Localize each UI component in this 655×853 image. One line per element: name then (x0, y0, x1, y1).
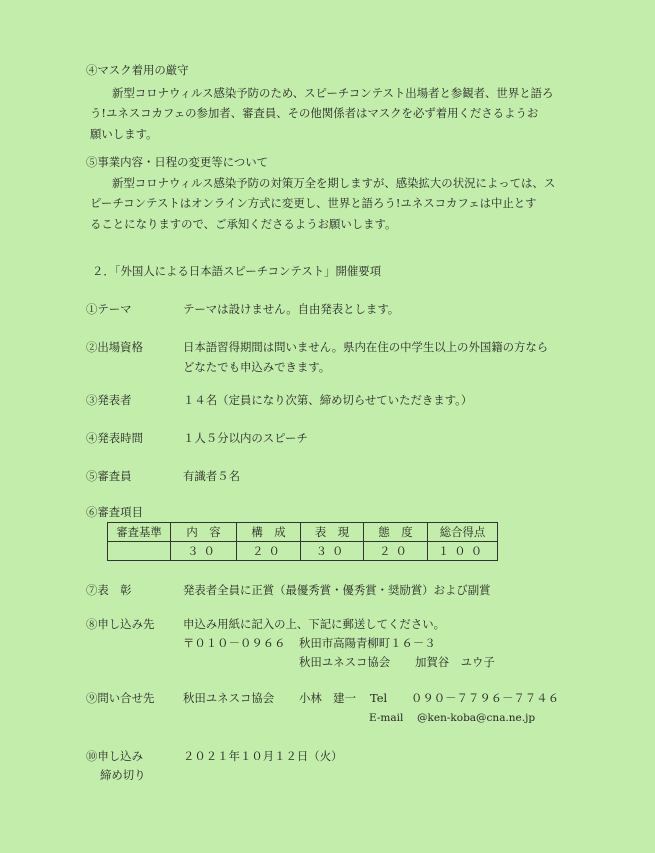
mask-paragraph-line: 新型コロナウィルス感染予防のため、スピーチコンテスト出場者と参観者、世界と語ろ (112, 86, 554, 100)
inquiry-label: ⑨問い合せ先 (86, 691, 155, 705)
change-paragraph-line: ピーチコンテストはオンライン方式に変更し、世界と語ろう!ユネスコカフェは中止とす (90, 196, 537, 210)
criteria-header-cell: 総合得点 (428, 523, 498, 542)
judges-label: ⑤審査員 (86, 469, 132, 483)
criteria-score-cell: ２０ (237, 542, 301, 561)
mask-paragraph-line: う!ユネスコカフェの参加者、審査員、その他関係者はマスクを必ず着用くださるようお (90, 106, 539, 120)
criteria-header-row (108, 523, 498, 542)
application-postal-code: 〒０１０－０９６６ (183, 636, 286, 650)
criteria-score-row (108, 542, 498, 561)
criteria-header-cell: 審査基準 (108, 523, 171, 542)
criteria-header-cell: 構 成 (237, 523, 301, 542)
inquiry-email: @ken-koba@cna.ne.jp (417, 712, 536, 724)
inquiry-contact-person: 小林 建一 (299, 691, 356, 705)
application-label: ⑧申し込み先 (86, 617, 155, 631)
deadline-label: ⑩申し込み (86, 749, 143, 763)
presenters-value: １４名（定員になり次第、締め切らせていただきます。） (183, 393, 473, 407)
theme-label: ①テーマ (86, 302, 132, 316)
application-instruction: 申込み用紙に記入の上、下記に郵送してください。 (183, 617, 445, 631)
eligibility-value-line: どなたでも申込みできます。 (183, 360, 331, 374)
mask-heading: ④マスク着用の厳守 (86, 63, 189, 77)
outline-title: ２．「外国人による日本語スピーチコンテスト」開催要項 (92, 264, 382, 278)
criteria-empty-cell (108, 542, 171, 561)
inquiry-tel-label: Tel (370, 691, 388, 705)
application-organization: 秋田ユネスコ協会 (299, 655, 391, 669)
criteria-score-cell: ２０ (364, 542, 428, 561)
change-paragraph-line: ることになりますので、ご承知くださるようお願いします。 (90, 217, 397, 231)
mask-paragraph-line: 願いします。 (90, 127, 158, 141)
time-value: １人５分以内のスピーチ (183, 431, 308, 445)
change-heading: ⑤事業内容・日程の変更等について (86, 155, 269, 169)
inquiry-tel: ０９０－７７９６－７７４６ (411, 691, 560, 705)
criteria-score-cell: ３０ (301, 542, 364, 561)
awards-value: 発表者全員に正賞（最優秀賞・優秀賞・奨励賞）および副賞 (183, 583, 491, 597)
deadline-value: ２０２１年１０月１２日（火） (183, 749, 343, 763)
inquiry-organization: 秋田ユネスコ協会 (183, 691, 275, 705)
criteria-label: ⑥審査項目 (86, 505, 143, 519)
eligibility-value-line: 日本語習得期間は問いません。県内在住の中学生以上の外国籍の方なら (183, 340, 549, 354)
criteria-score-cell: １００ (428, 542, 498, 561)
theme-value: テーマは設けません。自由発表とします。 (183, 302, 400, 316)
criteria-header-cell: 表 現 (301, 523, 364, 542)
time-label: ④発表時間 (86, 431, 143, 445)
deadline-label-line2: 締め切り (100, 768, 146, 782)
application-address: 秋田市高陽青柳町１６－３ (299, 636, 436, 650)
presenters-label: ③発表者 (86, 393, 132, 407)
change-paragraph-line: 新型コロナウィルス感染予防の対策万全を期しますが、感染拡大の状況によっては、ス (112, 176, 556, 190)
application-recipient: 加賀谷 ユウ子 (415, 655, 495, 669)
criteria-score-cell: ３０ (171, 542, 237, 561)
criteria-table (107, 522, 498, 561)
criteria-header-cell: 内 容 (171, 523, 237, 542)
judges-value: 有識者５名 (183, 469, 240, 483)
criteria-header-cell: 態 度 (364, 523, 428, 542)
awards-label: ⑦表 彰 (86, 583, 132, 597)
eligibility-label: ②出場資格 (86, 340, 143, 354)
inquiry-email-label: E-mail (369, 712, 404, 724)
